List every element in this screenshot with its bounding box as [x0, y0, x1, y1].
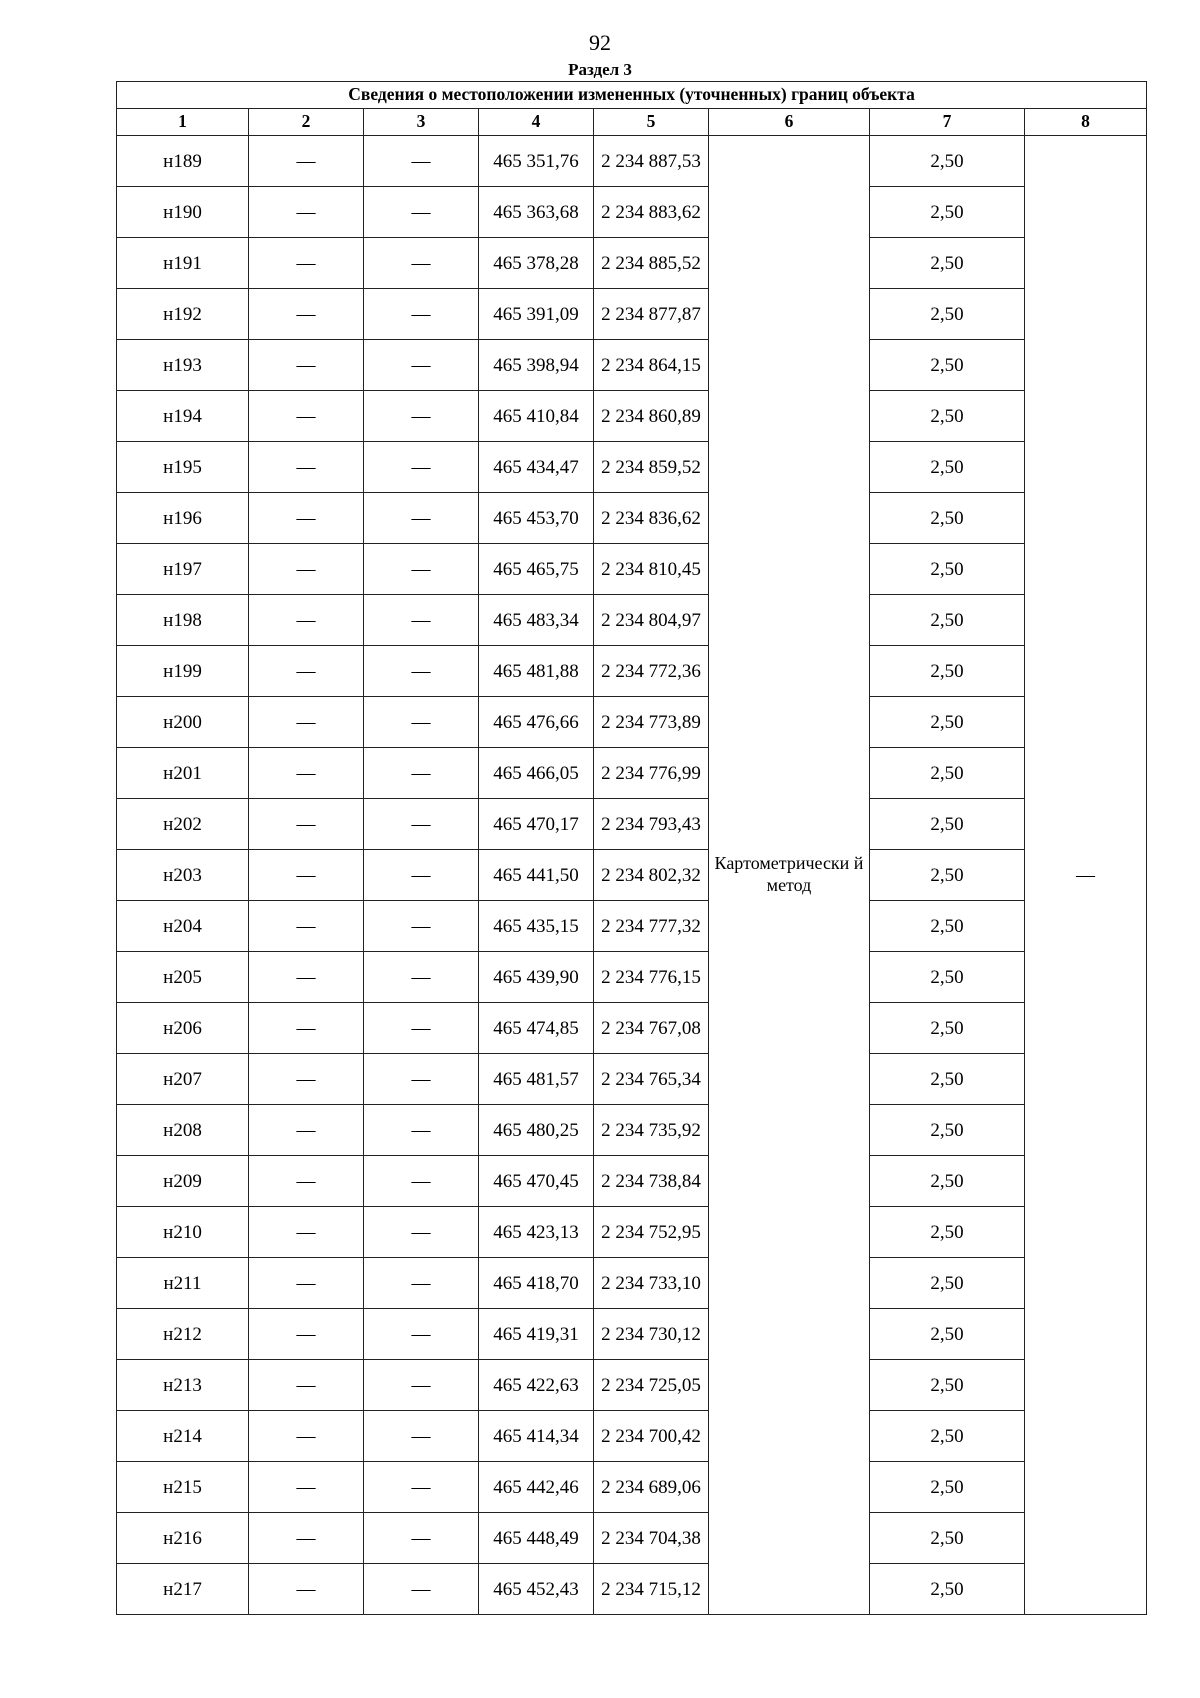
- col2-cell: —: [249, 1258, 364, 1309]
- x-coordinate-cell: 465 434,47: [479, 442, 594, 493]
- accuracy-cell: 2,50: [870, 1411, 1025, 1462]
- point-number-cell: н198: [117, 595, 249, 646]
- col2-cell: —: [249, 1360, 364, 1411]
- col3-cell: —: [364, 187, 479, 238]
- col2-cell: —: [249, 544, 364, 595]
- x-coordinate-cell: 465 483,34: [479, 595, 594, 646]
- table-row: [117, 289, 1147, 340]
- x-coordinate-cell: 465 470,45: [479, 1156, 594, 1207]
- column-header: 4: [479, 109, 594, 136]
- x-coordinate-cell: 465 435,15: [479, 901, 594, 952]
- accuracy-cell: 2,50: [870, 901, 1025, 952]
- point-number-cell: н193: [117, 340, 249, 391]
- col3-cell: —: [364, 901, 479, 952]
- accuracy-cell: 2,50: [870, 238, 1025, 289]
- col3-cell: —: [364, 1258, 479, 1309]
- accuracy-cell: 2,50: [870, 850, 1025, 901]
- table-caption-row: [117, 82, 1147, 109]
- table-row: [117, 136, 1147, 187]
- point-number-cell: н195: [117, 442, 249, 493]
- accuracy-cell: 2,50: [870, 595, 1025, 646]
- point-number-cell: н211: [117, 1258, 249, 1309]
- col3-cell: —: [364, 442, 479, 493]
- x-coordinate-cell: 465 391,09: [479, 289, 594, 340]
- accuracy-cell: 2,50: [870, 289, 1025, 340]
- table-row: [117, 1462, 1147, 1513]
- col2-cell: —: [249, 1564, 364, 1615]
- point-number-cell: н209: [117, 1156, 249, 1207]
- col3-cell: —: [364, 1513, 479, 1564]
- col2-cell: —: [249, 1513, 364, 1564]
- y-coordinate-cell: 2 234 877,87: [594, 289, 709, 340]
- point-number-cell: н196: [117, 493, 249, 544]
- table-row: [117, 340, 1147, 391]
- y-coordinate-cell: 2 234 864,15: [594, 340, 709, 391]
- point-number-cell: н199: [117, 646, 249, 697]
- col2-cell: —: [249, 1054, 364, 1105]
- column-header: 8: [1025, 109, 1147, 136]
- accuracy-cell: 2,50: [870, 340, 1025, 391]
- accuracy-cell: 2,50: [870, 646, 1025, 697]
- col3-cell: —: [364, 952, 479, 1003]
- x-coordinate-cell: 465 422,63: [479, 1360, 594, 1411]
- col3-cell: —: [364, 799, 479, 850]
- col2-cell: —: [249, 1156, 364, 1207]
- y-coordinate-cell: 2 234 725,05: [594, 1360, 709, 1411]
- point-number-cell: н201: [117, 748, 249, 799]
- point-number-cell: н203: [117, 850, 249, 901]
- accuracy-cell: 2,50: [870, 187, 1025, 238]
- col2-cell: —: [249, 187, 364, 238]
- accuracy-cell: 2,50: [870, 799, 1025, 850]
- col2-cell: —: [249, 493, 364, 544]
- col2-cell: —: [249, 850, 364, 901]
- y-coordinate-cell: 2 234 715,12: [594, 1564, 709, 1615]
- accuracy-cell: 2,50: [870, 1054, 1025, 1105]
- accuracy-cell: 2,50: [870, 1513, 1025, 1564]
- x-coordinate-cell: 465 481,57: [479, 1054, 594, 1105]
- y-coordinate-cell: 2 234 793,43: [594, 799, 709, 850]
- col2-cell: —: [249, 748, 364, 799]
- col2-cell: —: [249, 646, 364, 697]
- col2-cell: —: [249, 1411, 364, 1462]
- y-coordinate-cell: 2 234 700,42: [594, 1411, 709, 1462]
- accuracy-cell: 2,50: [870, 493, 1025, 544]
- col3-cell: —: [364, 544, 479, 595]
- accuracy-cell: 2,50: [870, 442, 1025, 493]
- accuracy-cell: 2,50: [870, 544, 1025, 595]
- col2-cell: —: [249, 391, 364, 442]
- table-row: [117, 1207, 1147, 1258]
- point-number-cell: н213: [117, 1360, 249, 1411]
- x-coordinate-cell: 465 470,17: [479, 799, 594, 850]
- y-coordinate-cell: 2 234 733,10: [594, 1258, 709, 1309]
- y-coordinate-cell: 2 234 738,84: [594, 1156, 709, 1207]
- y-coordinate-cell: 2 234 887,53: [594, 136, 709, 187]
- y-coordinate-cell: 2 234 777,32: [594, 901, 709, 952]
- column-header: 7: [870, 109, 1025, 136]
- table-row: [117, 1054, 1147, 1105]
- y-coordinate-cell: 2 234 765,34: [594, 1054, 709, 1105]
- point-number-cell: н202: [117, 799, 249, 850]
- table-row: [117, 952, 1147, 1003]
- x-coordinate-cell: 465 419,31: [479, 1309, 594, 1360]
- point-number-cell: н205: [117, 952, 249, 1003]
- col3-cell: —: [364, 1156, 479, 1207]
- table-row: [117, 1360, 1147, 1411]
- col2-cell: —: [249, 595, 364, 646]
- x-coordinate-cell: 465 439,90: [479, 952, 594, 1003]
- point-number-cell: н192: [117, 289, 249, 340]
- col2-cell: —: [249, 136, 364, 187]
- accuracy-cell: 2,50: [870, 952, 1025, 1003]
- x-coordinate-cell: 465 452,43: [479, 1564, 594, 1615]
- column-header: 2: [249, 109, 364, 136]
- y-coordinate-cell: 2 234 810,45: [594, 544, 709, 595]
- col3-cell: —: [364, 289, 479, 340]
- col2-cell: —: [249, 697, 364, 748]
- col2-cell: —: [249, 1309, 364, 1360]
- x-coordinate-cell: 465 414,34: [479, 1411, 594, 1462]
- point-number-cell: н194: [117, 391, 249, 442]
- accuracy-cell: 2,50: [870, 1360, 1025, 1411]
- col3-cell: —: [364, 238, 479, 289]
- x-coordinate-cell: 465 466,05: [479, 748, 594, 799]
- point-number-cell: н217: [117, 1564, 249, 1615]
- x-coordinate-cell: 465 378,28: [479, 238, 594, 289]
- x-coordinate-cell: 465 423,13: [479, 1207, 594, 1258]
- col3-cell: —: [364, 1411, 479, 1462]
- x-coordinate-cell: 465 465,75: [479, 544, 594, 595]
- col2-cell: —: [249, 1207, 364, 1258]
- y-coordinate-cell: 2 234 689,06: [594, 1462, 709, 1513]
- x-coordinate-cell: 465 410,84: [479, 391, 594, 442]
- table-row: [117, 901, 1147, 952]
- table-row: [117, 1003, 1147, 1054]
- col3-cell: —: [364, 1309, 479, 1360]
- col2-cell: —: [249, 1003, 364, 1054]
- x-coordinate-cell: 465 351,76: [479, 136, 594, 187]
- table-row: [117, 697, 1147, 748]
- col2-cell: —: [249, 901, 364, 952]
- x-coordinate-cell: 465 418,70: [479, 1258, 594, 1309]
- x-coordinate-cell: 465 442,46: [479, 1462, 594, 1513]
- table-row: [117, 1156, 1147, 1207]
- x-coordinate-cell: 465 474,85: [479, 1003, 594, 1054]
- y-coordinate-cell: 2 234 704,38: [594, 1513, 709, 1564]
- table-row: [117, 442, 1147, 493]
- point-number-cell: н204: [117, 901, 249, 952]
- point-number-cell: н197: [117, 544, 249, 595]
- x-coordinate-cell: 465 453,70: [479, 493, 594, 544]
- x-coordinate-cell: 465 480,25: [479, 1105, 594, 1156]
- y-coordinate-cell: 2 234 802,32: [594, 850, 709, 901]
- table-row: [117, 1105, 1147, 1156]
- table-row: [117, 748, 1147, 799]
- y-coordinate-cell: 2 234 776,15: [594, 952, 709, 1003]
- accuracy-cell: 2,50: [870, 1258, 1025, 1309]
- col3-cell: —: [364, 1462, 479, 1513]
- y-coordinate-cell: 2 234 752,95: [594, 1207, 709, 1258]
- point-number-cell: н191: [117, 238, 249, 289]
- table-row: [117, 1513, 1147, 1564]
- col3-cell: —: [364, 646, 479, 697]
- x-coordinate-cell: 465 441,50: [479, 850, 594, 901]
- y-coordinate-cell: 2 234 773,89: [594, 697, 709, 748]
- col2-cell: —: [249, 1105, 364, 1156]
- col8-cell: —: [1025, 136, 1147, 1615]
- point-number-cell: н216: [117, 1513, 249, 1564]
- col3-cell: —: [364, 340, 479, 391]
- column-header: 1: [117, 109, 249, 136]
- point-number-cell: н200: [117, 697, 249, 748]
- col3-cell: —: [364, 1564, 479, 1615]
- y-coordinate-cell: 2 234 776,99: [594, 748, 709, 799]
- point-number-cell: н189: [117, 136, 249, 187]
- y-coordinate-cell: 2 234 836,62: [594, 493, 709, 544]
- column-header: 3: [364, 109, 479, 136]
- col2-cell: —: [249, 289, 364, 340]
- x-coordinate-cell: 465 481,88: [479, 646, 594, 697]
- point-number-cell: н210: [117, 1207, 249, 1258]
- accuracy-cell: 2,50: [870, 697, 1025, 748]
- x-coordinate-cell: 465 448,49: [479, 1513, 594, 1564]
- table-row: [117, 544, 1147, 595]
- table-row: [117, 799, 1147, 850]
- y-coordinate-cell: 2 234 859,52: [594, 442, 709, 493]
- column-header: 6: [709, 109, 870, 136]
- x-coordinate-cell: 465 476,66: [479, 697, 594, 748]
- point-number-cell: н190: [117, 187, 249, 238]
- accuracy-cell: 2,50: [870, 1564, 1025, 1615]
- col2-cell: —: [249, 799, 364, 850]
- x-coordinate-cell: 465 363,68: [479, 187, 594, 238]
- point-number-cell: н208: [117, 1105, 249, 1156]
- col3-cell: —: [364, 391, 479, 442]
- col3-cell: —: [364, 1207, 479, 1258]
- accuracy-cell: 2,50: [870, 1003, 1025, 1054]
- table-row: [117, 646, 1147, 697]
- section-title: Раздел 3: [568, 60, 632, 79]
- table-caption: Сведения о местоположении измененных (уточненных) границ объекта: [117, 82, 1147, 109]
- table-row: [117, 1411, 1147, 1462]
- point-number-cell: н207: [117, 1054, 249, 1105]
- col2-cell: —: [249, 952, 364, 1003]
- y-coordinate-cell: 2 234 772,36: [594, 646, 709, 697]
- y-coordinate-cell: 2 234 767,08: [594, 1003, 709, 1054]
- column-header: 5: [594, 109, 709, 136]
- col3-cell: —: [364, 697, 479, 748]
- accuracy-cell: 2,50: [870, 1105, 1025, 1156]
- boundary-coordinates-table: [116, 81, 1147, 1615]
- point-number-cell: н215: [117, 1462, 249, 1513]
- point-number-cell: н214: [117, 1411, 249, 1462]
- col3-cell: —: [364, 1054, 479, 1105]
- table-header-row: [117, 109, 1147, 136]
- accuracy-cell: 2,50: [870, 1462, 1025, 1513]
- table-row: [117, 595, 1147, 646]
- col3-cell: —: [364, 748, 479, 799]
- col2-cell: —: [249, 238, 364, 289]
- table-row: [117, 238, 1147, 289]
- table-row: [117, 1309, 1147, 1360]
- y-coordinate-cell: 2 234 730,12: [594, 1309, 709, 1360]
- point-number-cell: н206: [117, 1003, 249, 1054]
- col2-cell: —: [249, 340, 364, 391]
- y-coordinate-cell: 2 234 735,92: [594, 1105, 709, 1156]
- col3-cell: —: [364, 1360, 479, 1411]
- table-row: [117, 493, 1147, 544]
- y-coordinate-cell: 2 234 860,89: [594, 391, 709, 442]
- col3-cell: —: [364, 136, 479, 187]
- col2-cell: —: [249, 442, 364, 493]
- accuracy-cell: 2,50: [870, 136, 1025, 187]
- col3-cell: —: [364, 1105, 479, 1156]
- method-cell: Картометрически й метод: [709, 136, 870, 1615]
- y-coordinate-cell: 2 234 804,97: [594, 595, 709, 646]
- col2-cell: —: [249, 1462, 364, 1513]
- accuracy-cell: 2,50: [870, 1156, 1025, 1207]
- x-coordinate-cell: 465 398,94: [479, 340, 594, 391]
- table-row: [117, 391, 1147, 442]
- col3-cell: —: [364, 850, 479, 901]
- y-coordinate-cell: 2 234 883,62: [594, 187, 709, 238]
- accuracy-cell: 2,50: [870, 391, 1025, 442]
- accuracy-cell: 2,50: [870, 1309, 1025, 1360]
- table-row: [117, 1258, 1147, 1309]
- page-number: 92: [589, 30, 611, 55]
- col3-cell: —: [364, 595, 479, 646]
- col3-cell: —: [364, 493, 479, 544]
- table-row: [117, 850, 1147, 901]
- table-row: [117, 187, 1147, 238]
- accuracy-cell: 2,50: [870, 748, 1025, 799]
- accuracy-cell: 2,50: [870, 1207, 1025, 1258]
- point-number-cell: н212: [117, 1309, 249, 1360]
- y-coordinate-cell: 2 234 885,52: [594, 238, 709, 289]
- col3-cell: —: [364, 1003, 479, 1054]
- table-row: [117, 1564, 1147, 1615]
